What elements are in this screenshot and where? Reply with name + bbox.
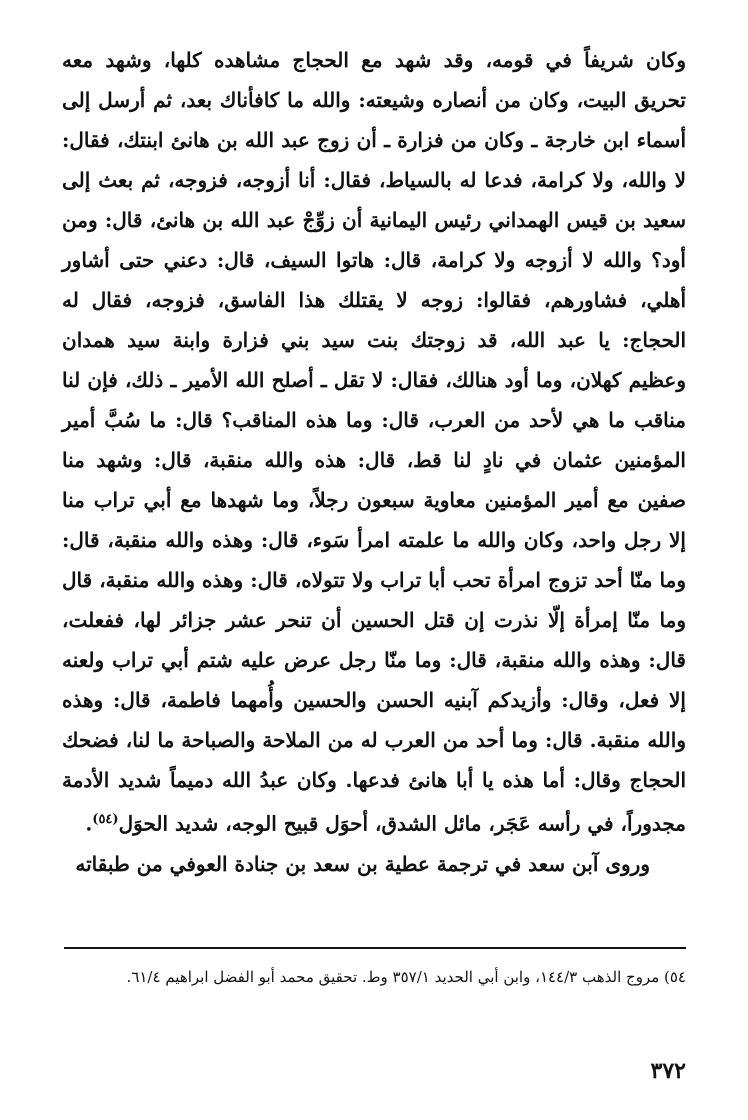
paragraph-1 (62, 40, 686, 844)
paragraph-1-text: وكان شريفاً في قومه، وقد شهد مع الحجاج مشاهده كلها، وشهد معه تحريق البيت، وكان من أنصاره وشيعته: والله ما كافأناك بعد، ثم أرسل إلى أسماء ابن خارجة ـ وكان من فزارة ـ أن زوج عبد الله بن هانئ ابنتك، فقال: لا والله، ولا كرامة، فدعا له بالسياط، فقال: أنا أزوجه، فزوجه، ثم بعث إلى سعيد بن قيس الهمداني رئيس اليمانية أن زوِّجْ عبد الله بن هانئ، قال: ومن أود؟ والله لا أزوجه ولا كرامة، قال: هاتوا السيف، قال: دعني حتى أشاور أهلي، فشاورهم، فقالوا: زوجه لا يقتلك هذا الفاسق، فزوجه، فقال له الحجاج: يا عبد الله، قد زوجتك بنت سيد بني فزارة وابنة سيد همدان وعظيم كهلان، وما أود هنالك، فقال: لا تقل ـ أصلح الله الأمير ـ ذلك، فإن لنا مناقب ما هي لأحد من العرب، قال: وما هذه المناقب؟ قال: ما سُبَّ أمير المؤمنين عثمان في نادٍ لنا قط، قال: هذه والله منقبة، قال: وشهد منا صفين مع أمير المؤمنين معاوية سبعون رجلاً، وما شهدها مع أبي تراب منا إلا رجل واحد، وكان والله ما علمته امرأ سَوء، قال: وهذه والله منقبة، قال: وما منّا أحد تزوج امرأة تحب أبا تراب ولا تتولاه، قال: وهذه والله منقبة، قال وما منّا إمرأة إلّا نذرت إن قتل الحسين أن تنحر عشر جزائر لها، ففعلت، قال: وهذه والله منقبة، قال: وما منّا رجل عرض عليه شتم أبي تراب ولعنه إلا فعل، وقال: وأزيدكم آبنيه الحسن والحسين وأُمهما فاطمة، قال: وهذه والله منقبة. قال: وما أحد من العرب له من الملاحة والصباحة ما لنا، فضحك الحجاج وقال: أما هذه يا أبا هانئ فدعها. وكان عبدُ الله دميماً شديد الأدمة مجدوراً، في رأسه عَجَر، مائل الشدق، أحوَل قبيح الوجه، شديد الحوَل (62, 48, 686, 836)
footnote-54: ٥٤) مروج الذهب ١٤٤/٣، وابن أبي الحديد ٣٥٧/١ وط. تحقيق محمد أبو الفضل ابراهيم ٦١/٤. (126, 968, 686, 986)
footnote-area (64, 963, 686, 992)
page-number: ٣٧٢ (650, 1058, 686, 1084)
main-text (62, 40, 686, 884)
paragraph-2: وروى آبن سعد في ترجمة عطية بن سعد بن جنادة العوفي من طبقاته (75, 851, 650, 876)
footnote-reference[interactable]: (٥٤) (92, 812, 119, 827)
footnote-separator (64, 947, 686, 949)
paragraph-1-period: . (85, 811, 93, 836)
